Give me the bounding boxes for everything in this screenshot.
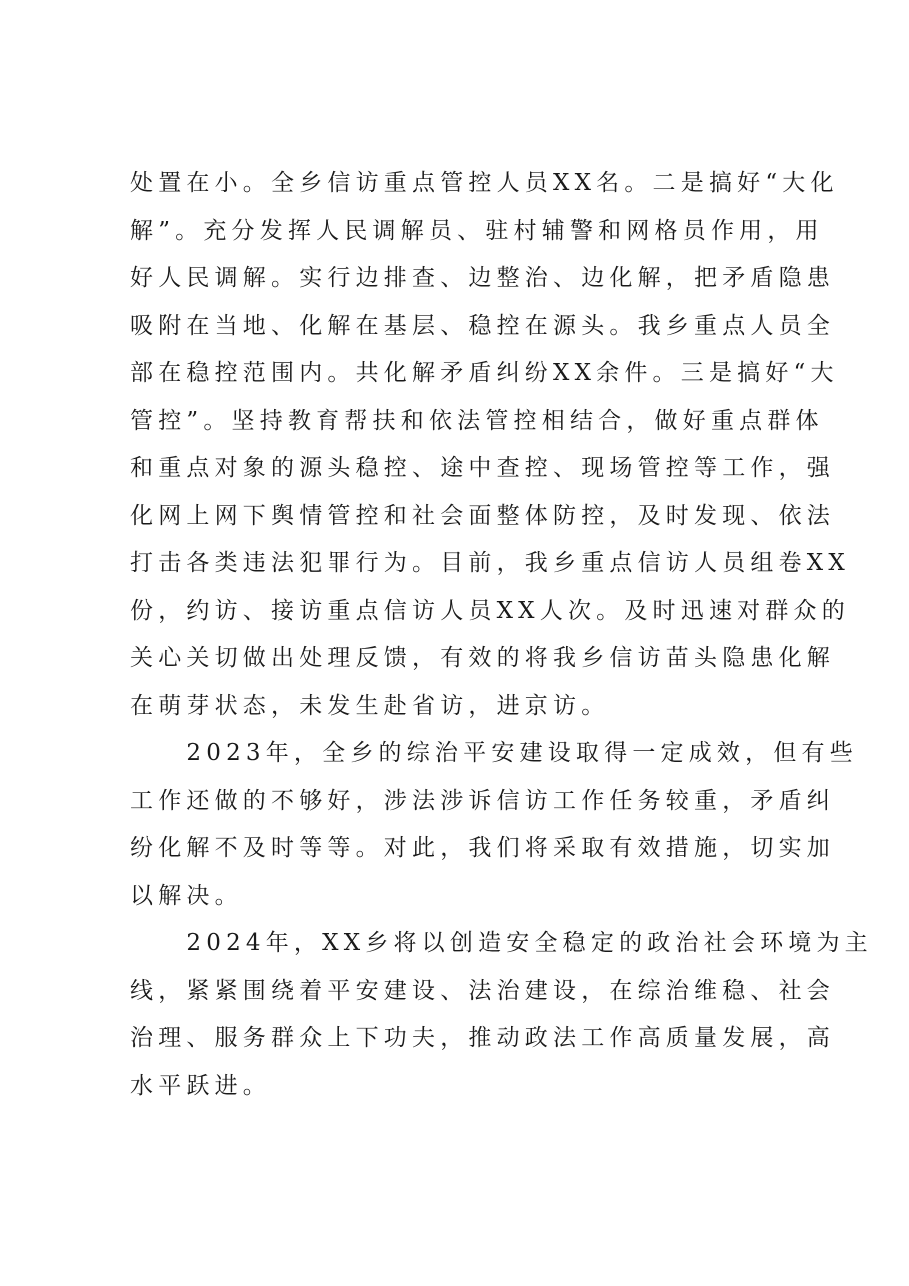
- text-line: 好人民调解。实行边排查、边整治、边化解，把矛盾隐患: [130, 265, 835, 291]
- text-line: 水平跃进。: [130, 1072, 271, 1099]
- text-line: 处置在小。全乡信访重点管控人员XX名。二是搞好“大化: [130, 170, 839, 196]
- text-line: 以解决。: [130, 882, 243, 909]
- text-line: 线，紧紧围绕着平安建设、法治建设，在综治维稳、社会: [130, 977, 835, 1004]
- paragraph-2: [130, 730, 858, 920]
- text-line: 2023年，全乡的综治平安建设取得一定成效，但有些: [130, 740, 858, 766]
- text-line: 打击各类违法犯罪行为。目前，我乡重点信访人员组卷XX: [130, 550, 850, 576]
- text-line: 工作还做的不够好，涉法涉诉信访工作任务较重，矛盾纠: [130, 787, 835, 814]
- text-line: 纷化解不及时等等。对此，我们将采取有效措施，切实加: [130, 835, 835, 861]
- paragraph-1: [130, 160, 850, 730]
- text-line: 管控”。坚持教育帮扶和依法管控相结合，做好重点群体: [130, 407, 824, 434]
- text-line: 和重点对象的源头稳控、途中查控、现场管控等工作，强: [130, 455, 835, 481]
- text-line: 吸附在当地、化解在基层、稳控在源头。我乡重点人员全: [130, 312, 835, 339]
- text-line: 部在稳控范围内。共化解矛盾纠纷XX余件。三是搞好“大: [130, 360, 839, 386]
- text-line: 解”。充分发挥人民调解员、驻村辅警和网格员作用，用: [130, 217, 824, 244]
- paragraph-3: [130, 920, 873, 1110]
- text-line: 2024年，XX乡将以创造安全稳定的政治社会环境为主: [130, 930, 873, 956]
- text-line: 化网上网下舆情管控和社会面整体防控，及时发现、依法: [130, 502, 835, 529]
- text-line: 关心关切做出处理反馈，有效的将我乡信访苗头隐患化解: [130, 645, 835, 671]
- text-line: 在萌芽状态，未发生赴省访，进京访。: [130, 692, 610, 719]
- text-line: 份，约访、接访重点信访人员XX人次。及时迅速对群众的: [130, 597, 850, 624]
- document-body: [130, 160, 873, 1110]
- text-line: 治理、服务群众上下功夫，推动政法工作高质量发展，高: [130, 1025, 835, 1051]
